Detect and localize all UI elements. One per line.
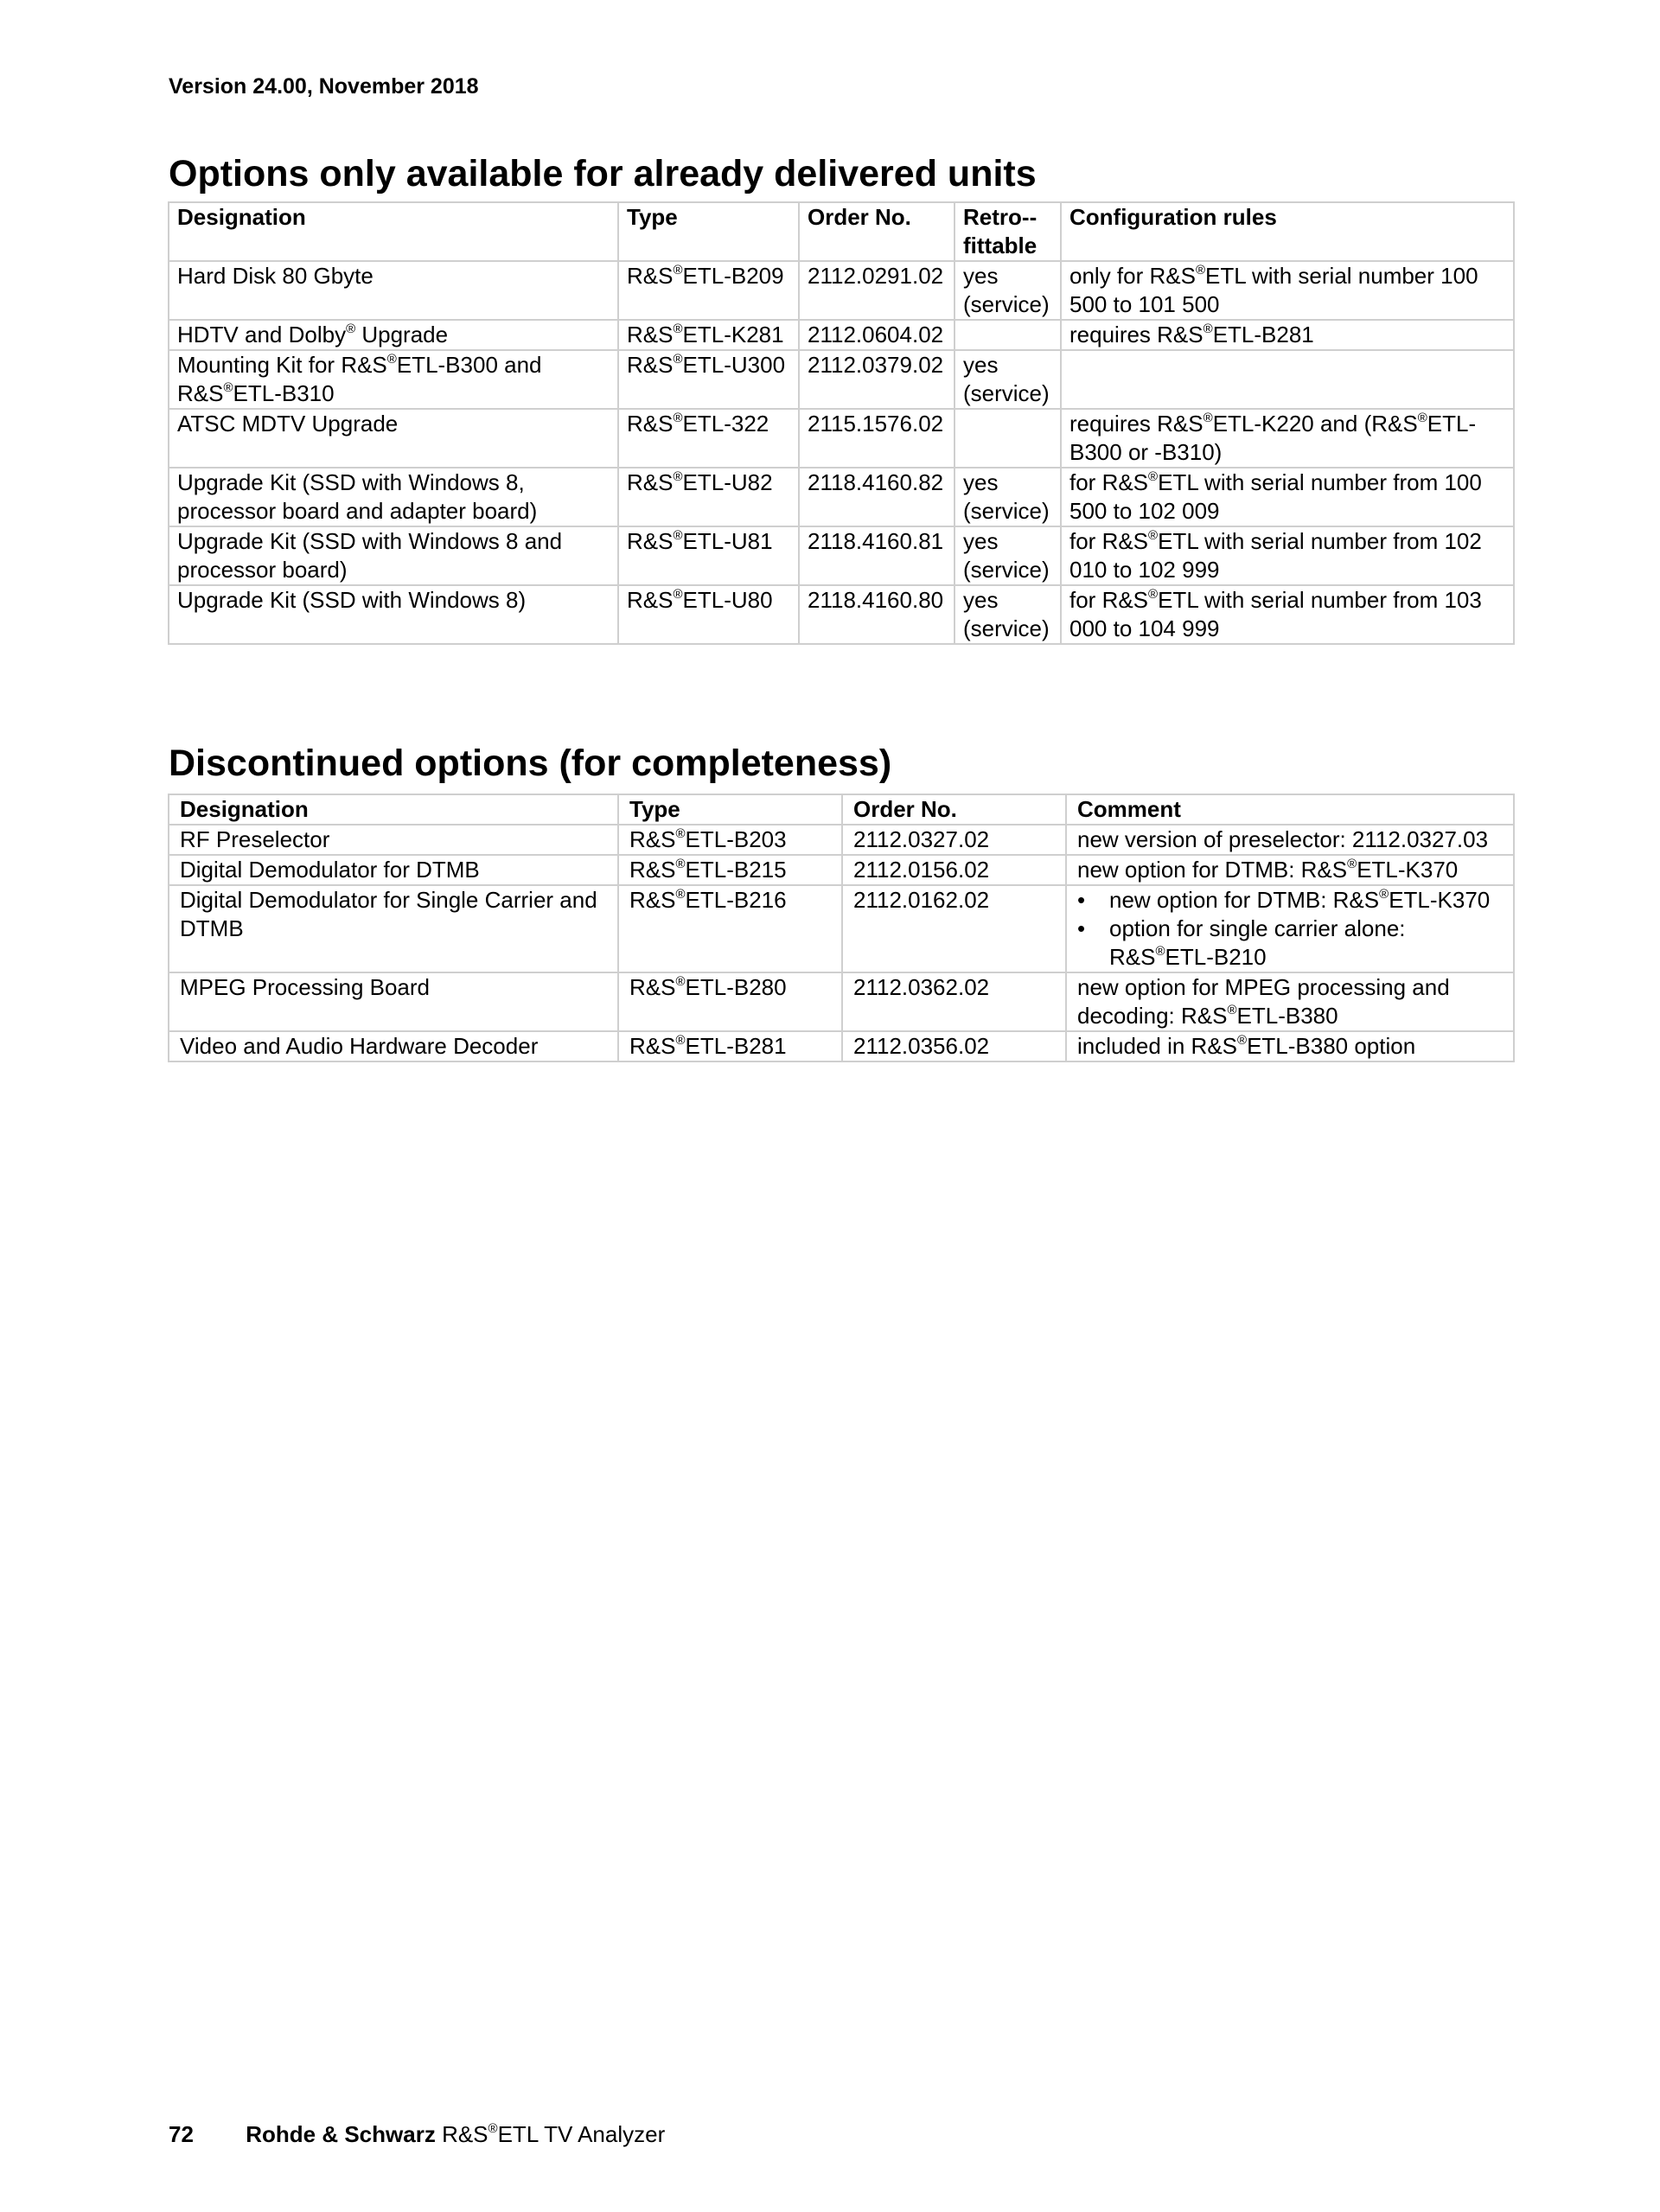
cell-order-no: 2112.0156.02 <box>842 855 1066 885</box>
cell-retrofittable: yes (service) <box>954 350 1061 409</box>
cell-order-no: 2112.0356.02 <box>842 1031 1066 1061</box>
cell-designation: Upgrade Kit (SSD with Windows 8 and processor board) <box>169 526 618 585</box>
cell-comment <box>1066 885 1514 972</box>
cell-designation: Hard Disk 80 Gbyte <box>169 261 618 320</box>
cell-rules: only for R&S®ETL with serial number 100 500 to 101 500 <box>1061 261 1514 320</box>
footer-brand: Rohde & Schwarz <box>246 2121 436 2147</box>
delivered-units-options-table <box>168 201 1515 645</box>
cell-designation: RF Preselector <box>169 825 618 855</box>
column-header: Configuration rules <box>1061 202 1514 261</box>
footer-product: R&S®ETL TV Analyzer <box>442 2121 666 2147</box>
section-title-discontinued-options: Discontinued options (for completeness) <box>169 743 892 784</box>
table-row <box>169 320 1514 350</box>
column-header: Designation <box>169 202 618 261</box>
cell-rules: requires R&S®ETL-B281 <box>1061 320 1514 350</box>
cell-retrofittable: yes (service) <box>954 261 1061 320</box>
section-title-delivered-units: Options only available for already delivered units <box>169 153 1037 194</box>
cell-rules: requires R&S®ETL-K220 and (R&S®ETL-B300 or -B310) <box>1061 409 1514 468</box>
comment-bullet-list <box>1077 886 1503 972</box>
cell-rules: for R&S®ETL with serial number from 100 500 to 102 009 <box>1061 468 1514 526</box>
cell-rules: for R&S®ETL with serial number from 103 000 to 104 999 <box>1061 585 1514 644</box>
cell-order-no: 2112.0291.02 <box>799 261 954 320</box>
table-row <box>169 855 1514 885</box>
table-row <box>169 825 1514 855</box>
cell-retrofittable: yes (service) <box>954 526 1061 585</box>
cell-type: R&S®ETL-B216 <box>618 885 842 972</box>
cell-type: R&S®ETL-K281 <box>618 320 799 350</box>
page-number: 72 <box>169 2121 194 2147</box>
cell-order-no: 2112.0162.02 <box>842 885 1066 972</box>
cell-designation: ATSC MDTV Upgrade <box>169 409 618 468</box>
column-header: Order No. <box>799 202 954 261</box>
column-header: Type <box>618 794 842 825</box>
cell-designation: Digital Demodulator for DTMB <box>169 855 618 885</box>
cell-comment: new version of preselector: 2112.0327.03 <box>1066 825 1514 855</box>
table-header-row <box>169 794 1514 825</box>
column-header: Type <box>618 202 799 261</box>
cell-retrofittable: yes (service) <box>954 468 1061 526</box>
column-header: Retro-fittable <box>954 202 1061 261</box>
cell-designation: Digital Demodulator for Single Carrier and DTMB <box>169 885 618 972</box>
cell-designation: Video and Audio Hardware Decoder <box>169 1031 618 1061</box>
column-header: Designation <box>169 794 618 825</box>
table-row <box>169 585 1514 644</box>
cell-type: R&S®ETL-322 <box>618 409 799 468</box>
cell-order-no: 2112.0327.02 <box>842 825 1066 855</box>
cell-type: R&S®ETL-B281 <box>618 1031 842 1061</box>
page-footer <box>169 2121 665 2148</box>
cell-rules <box>1061 350 1514 409</box>
cell-retrofittable <box>954 320 1061 350</box>
cell-comment: new option for DTMB: R&S®ETL-K370 <box>1066 855 1514 885</box>
cell-type: R&S®ETL-B280 <box>618 972 842 1031</box>
version-line: Version 24.00, November 2018 <box>169 74 479 99</box>
cell-type: R&S®ETL-U81 <box>618 526 799 585</box>
table-row <box>169 409 1514 468</box>
cell-order-no: 2118.4160.81 <box>799 526 954 585</box>
cell-designation: Upgrade Kit (SSD with Windows 8, processor board and adapter board) <box>169 468 618 526</box>
cell-type: R&S®ETL-B215 <box>618 855 842 885</box>
cell-retrofittable: yes (service) <box>954 585 1061 644</box>
cell-type: R&S®ETL-B203 <box>618 825 842 855</box>
cell-designation: Mounting Kit for R&S®ETL-B300 and R&S®ETL-B310 <box>169 350 618 409</box>
list-item: • new option for DTMB: R&S®ETL-K370 <box>1077 886 1503 915</box>
cell-type: R&S®ETL-U300 <box>618 350 799 409</box>
cell-type: R&S®ETL-U82 <box>618 468 799 526</box>
column-header: Comment <box>1066 794 1514 825</box>
table-row <box>169 261 1514 320</box>
discontinued-options-table <box>168 794 1515 1062</box>
cell-comment: included in R&S®ETL-B380 option <box>1066 1031 1514 1061</box>
table-row <box>169 468 1514 526</box>
cell-retrofittable <box>954 409 1061 468</box>
cell-order-no: 2115.1576.02 <box>799 409 954 468</box>
table-row <box>169 1031 1514 1061</box>
table-row <box>169 350 1514 409</box>
table-row <box>169 526 1514 585</box>
table-row <box>169 885 1514 972</box>
cell-designation: MPEG Processing Board <box>169 972 618 1031</box>
cell-type: R&S®ETL-B209 <box>618 261 799 320</box>
cell-designation: HDTV and Dolby® Upgrade <box>169 320 618 350</box>
table-row <box>169 972 1514 1031</box>
table-header-row <box>169 202 1514 261</box>
cell-type: R&S®ETL-U80 <box>618 585 799 644</box>
list-item: • option for single carrier alone: R&S®ETL-B210 <box>1077 915 1503 972</box>
cell-order-no: 2112.0379.02 <box>799 350 954 409</box>
cell-comment: new option for MPEG processing and decoding: R&S®ETL-B380 <box>1066 972 1514 1031</box>
cell-order-no: 2112.0604.02 <box>799 320 954 350</box>
cell-order-no: 2118.4160.80 <box>799 585 954 644</box>
cell-rules: for R&S®ETL with serial number from 102 010 to 102 999 <box>1061 526 1514 585</box>
column-header: Order No. <box>842 794 1066 825</box>
cell-designation: Upgrade Kit (SSD with Windows 8) <box>169 585 618 644</box>
cell-order-no: 2112.0362.02 <box>842 972 1066 1031</box>
cell-order-no: 2118.4160.82 <box>799 468 954 526</box>
